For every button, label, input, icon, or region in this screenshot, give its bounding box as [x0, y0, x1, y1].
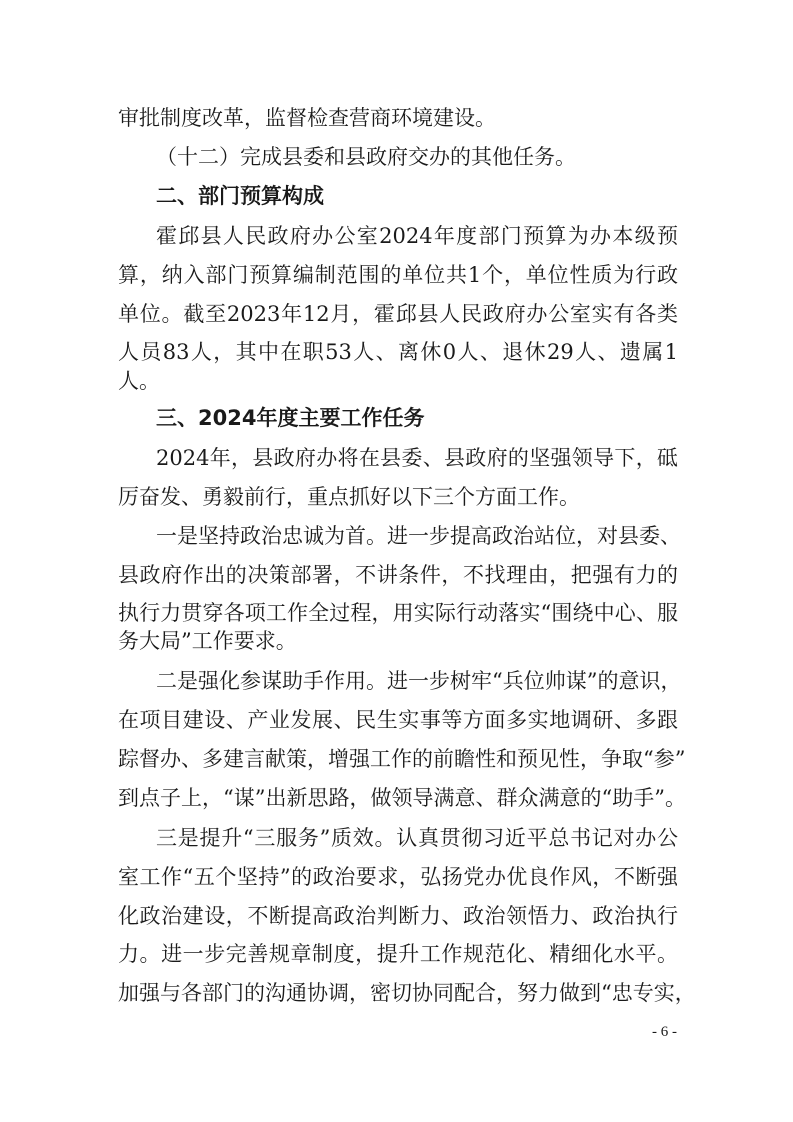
body-text-line: 执行力贯穿各项工作全过程，用实际行动落实“围绕中心、服: [118, 601, 678, 625]
section-heading: 二、部门预算构成: [156, 184, 324, 208]
body-text-line: 一是坚持政治忠诚为首。进一步提高政治站位，对县委、: [156, 524, 681, 548]
body-text-line: 室工作“五个坚持”的政治要求，弘扬党办优良作风，不断强: [118, 865, 678, 889]
body-text-line: 三是提升“三服务”质效。认真贯彻习近平总书记对办公: [156, 826, 678, 850]
body-text-line: 化政治建设，不断提高政治判断力、政治领悟力、政治执行: [118, 904, 678, 928]
body-text-line: 到点子上，“谋”出新思路，做领导满意、群众满意的“助手”。: [118, 786, 686, 810]
body-text-line: 县政府作出的决策部署，不讲条件，不找理由，把强有力的: [118, 563, 678, 587]
body-text-line: 厉奋发、勇毅前行，重点抓好以下三个方面工作。: [118, 485, 580, 509]
section-heading: 三、2024年度主要工作任务: [156, 406, 425, 430]
body-text-line: 人员83人，其中在职53人、离休0人、退休29人、遗属1: [118, 340, 678, 364]
body-text-line: （十二）完成县委和县政府交办的其他任务。: [156, 145, 576, 169]
body-text-line: 踪督办、多建言献策，增强工作的前瞻性和预见性，争取“参”: [118, 747, 686, 771]
body-text-line: 单位。截至2023年12月，霍邱县人民政府办公室实有各类: [118, 302, 678, 326]
body-text-line: 审批制度改革，监督检查营商环境建设。: [118, 106, 496, 130]
page-number: - 6 -: [652, 1024, 677, 1040]
body-text-line: 算，纳入部门预算编制范围的单位共1个，单位性质为行政: [118, 263, 678, 287]
body-text-line: 2024年，县政府办将在县委、县政府的坚强领导下，砥: [156, 446, 678, 470]
body-text-line: 在项目建设、产业发展、民生实事等方面多实地调研、多跟: [118, 708, 678, 732]
body-text-line: 霍邱县人民政府办公室2024年度部门预算为办本级预: [156, 224, 678, 248]
body-text-line: 加强与各部门的沟通协调，密切协同配合，努力做到“忠专实，: [118, 981, 696, 1005]
body-text-line: 力。进一步完善规章制度，提升工作规范化、精细化水平。: [118, 942, 678, 966]
body-text-line: 人。: [118, 369, 160, 393]
body-text-line: 务大局”工作要求。: [118, 629, 297, 653]
body-text-line: 二是强化参谋助手作用。进一步树牢“兵位帅谋”的意识，: [156, 669, 682, 693]
